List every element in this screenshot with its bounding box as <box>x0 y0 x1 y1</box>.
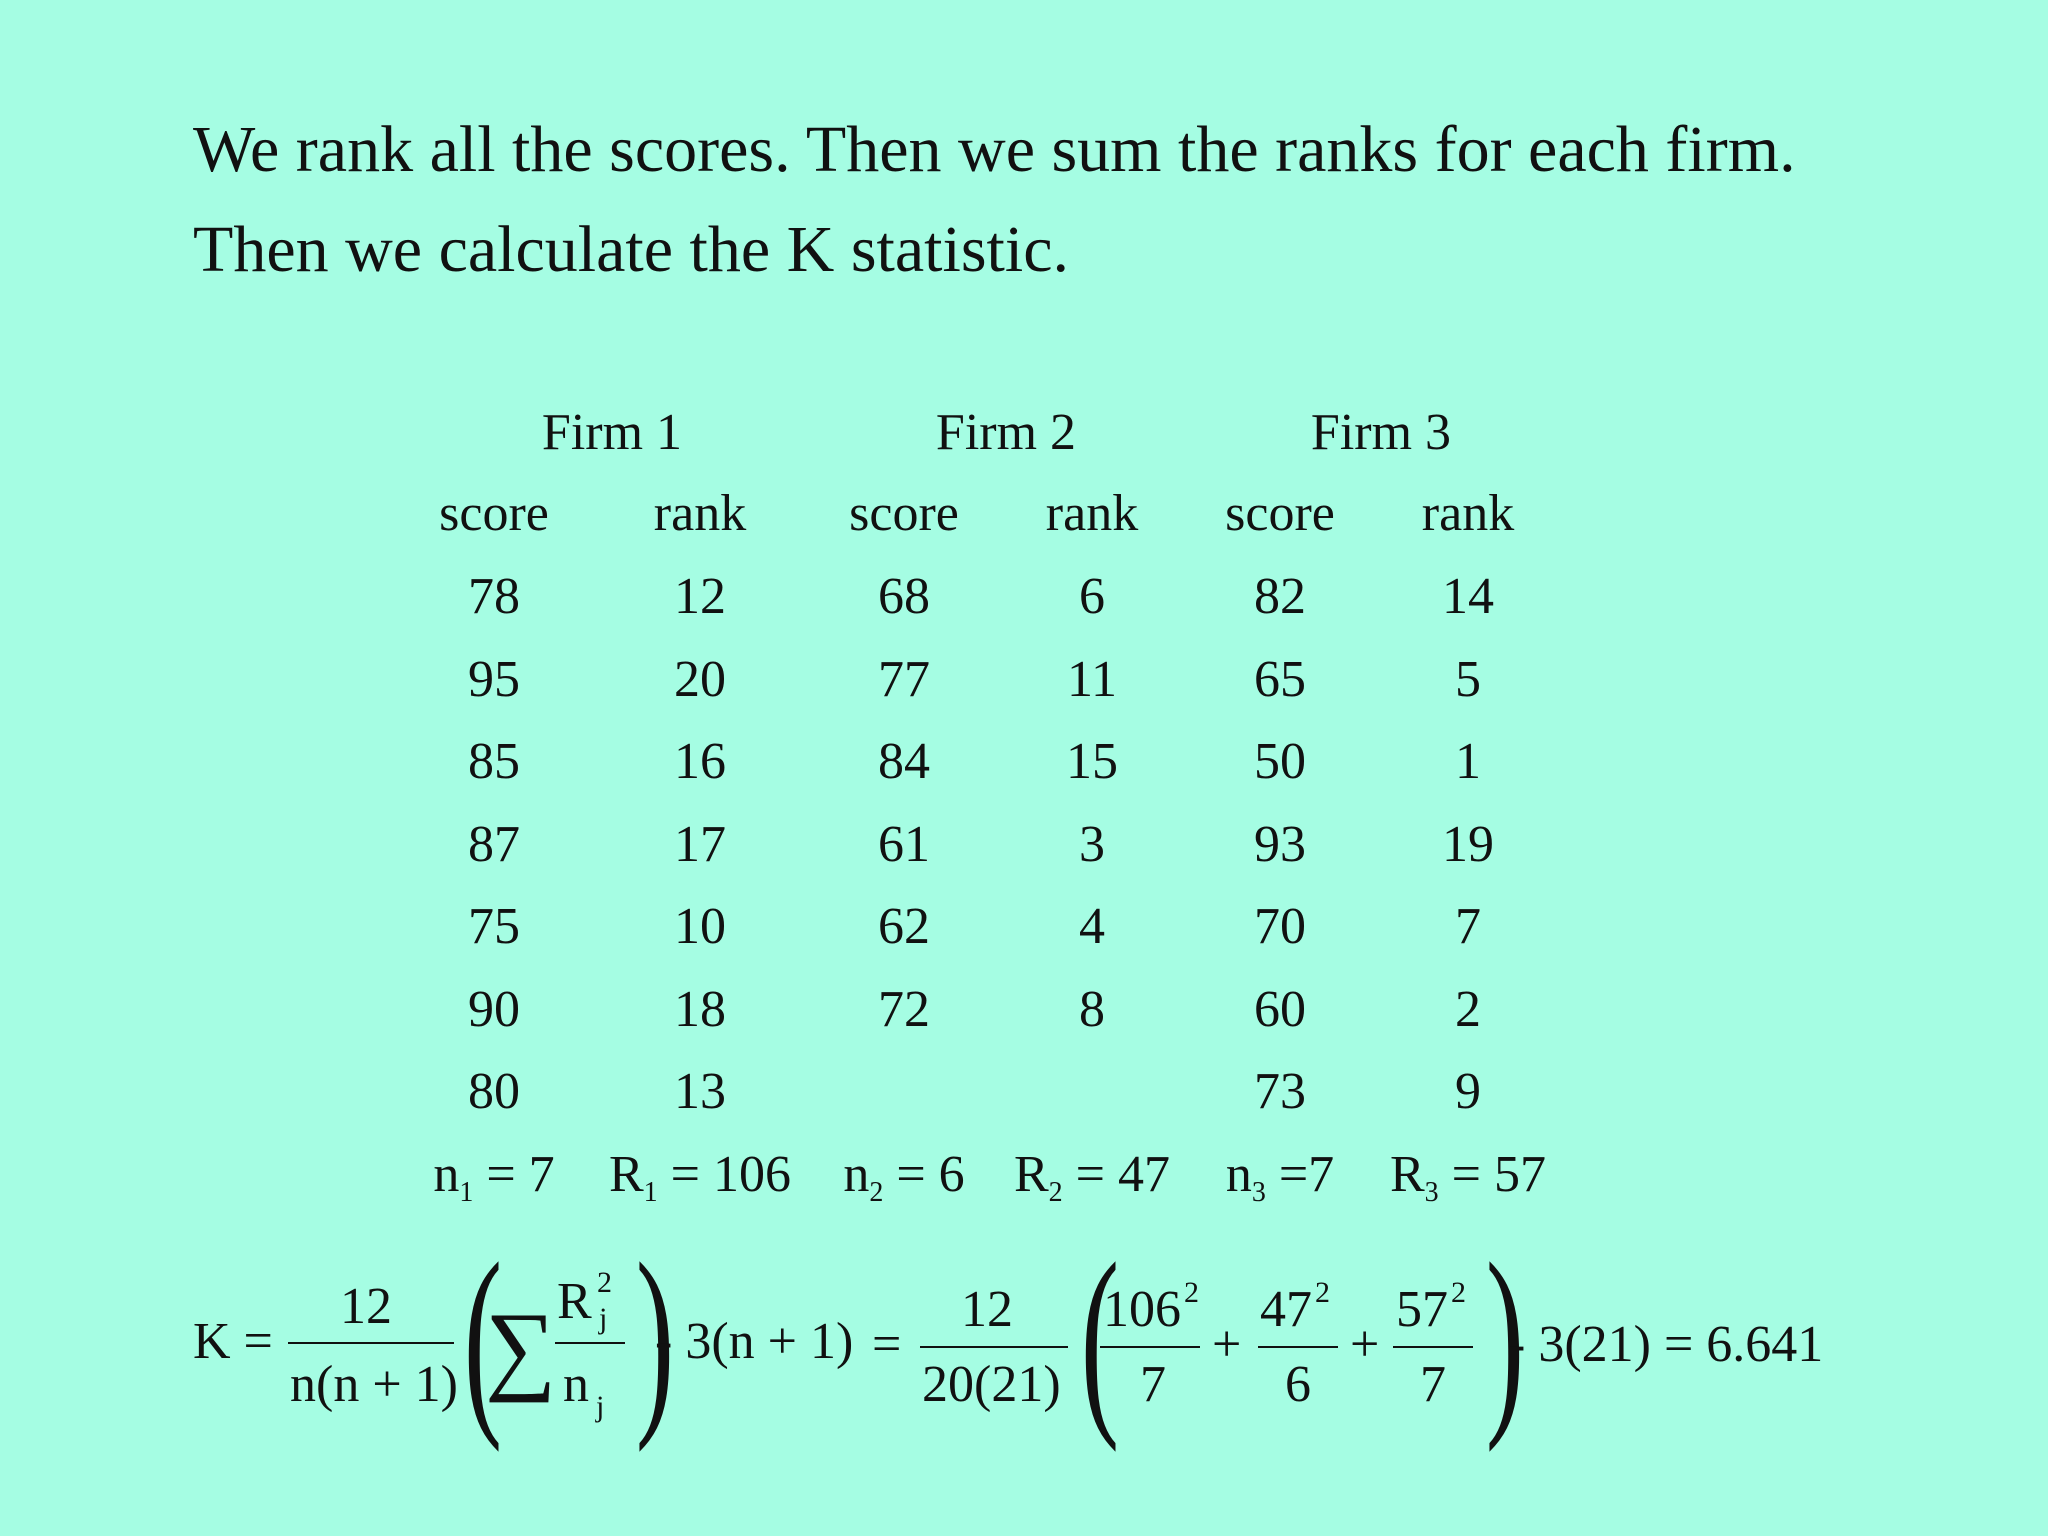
table-cell: 18 <box>674 980 726 1038</box>
summary-subscript: 1 <box>459 1177 474 1208</box>
summary-symbol: n <box>1225 1146 1252 1203</box>
term-1-bar <box>1100 1346 1200 1348</box>
table-cell: 14 <box>1442 568 1494 625</box>
term-3-denominator: 7 <box>1420 1356 1446 1413</box>
summary-symbol: R <box>1013 1146 1049 1203</box>
summary-subscript: 3 <box>1251 1177 1266 1208</box>
firm-header: Firm 1 <box>541 404 683 461</box>
table-cell: 15 <box>1066 733 1118 790</box>
term-2-superscript: 2 <box>1315 1276 1330 1309</box>
summary-symbol: R <box>608 1146 644 1203</box>
plus-sign-2: + <box>1350 1316 1380 1373</box>
result: - 3(21) = 6.641 <box>1508 1316 1824 1373</box>
summary-subscript: 1 <box>643 1177 658 1208</box>
term-1-superscript: 2 <box>1184 1276 1199 1309</box>
rj-subscript: j <box>599 1302 608 1335</box>
term-3-bar <box>1393 1346 1473 1348</box>
summary-symbol: n <box>843 1146 870 1203</box>
table-cell: 68 <box>878 568 930 625</box>
column-header: rank <box>1045 485 1139 542</box>
column-header: rank <box>1421 485 1515 542</box>
table-cell: 13 <box>674 1063 726 1120</box>
sigma-symbol: ∑ <box>485 1292 557 1403</box>
term-3-numerator: 57 <box>1396 1281 1448 1338</box>
table-cell: 80 <box>468 1063 520 1120</box>
table-cell: 10 <box>674 898 726 955</box>
nj-symbol: n <box>563 1356 589 1413</box>
summary-subscript: 3 <box>1424 1177 1439 1208</box>
rj-superscript: 2 <box>597 1266 612 1299</box>
plus-sign-1: + <box>1212 1316 1242 1373</box>
fraction-2-bar <box>920 1346 1068 1348</box>
summary-cell <box>590 1145 810 1223</box>
table-cell: 78 <box>468 568 520 625</box>
fraction-1-bar <box>288 1342 454 1344</box>
rj-symbol: R <box>557 1273 592 1330</box>
firm-header: Firm 3 <box>1310 404 1452 461</box>
intro-line-2: Then we calculate the K statistic. <box>193 213 1069 286</box>
right-paren-2: ) <box>1485 1221 1525 1453</box>
summary-cell <box>794 1145 1014 1223</box>
table-cell: 90 <box>468 980 520 1038</box>
table-cell: 85 <box>468 733 520 790</box>
summary-value: = 47 <box>1062 1146 1170 1203</box>
term-2-numerator: 47 <box>1260 1281 1312 1338</box>
term-3-superscript: 2 <box>1451 1276 1466 1309</box>
table-cell: 17 <box>674 815 726 873</box>
table-cell: 82 <box>1254 568 1306 625</box>
table-cell: 70 <box>1254 898 1306 955</box>
equals-sign: = <box>872 1316 902 1373</box>
intro-line-1: We rank all the scores. Then we sum the ranks for each firm. <box>193 113 1796 186</box>
summary-value: = 7 <box>473 1146 555 1203</box>
table-cell: 7 <box>1455 898 1481 955</box>
table-cell: 2 <box>1455 980 1481 1038</box>
table-cell: 62 <box>878 898 930 955</box>
table-cell: 77 <box>878 650 930 708</box>
table-cell: 65 <box>1254 650 1306 708</box>
summary-cell <box>384 1145 604 1223</box>
rj-fraction-bar <box>555 1342 625 1344</box>
table-cell: 9 <box>1455 1063 1481 1120</box>
minus-3-n-plus-1: - 3(n + 1) <box>655 1313 854 1370</box>
table-cell: 61 <box>878 815 930 873</box>
summary-symbol: n <box>433 1146 460 1203</box>
table-cell: 72 <box>878 980 930 1038</box>
table-cell: 6 <box>1079 568 1105 625</box>
table-cell: 84 <box>878 733 930 790</box>
column-header: rank <box>653 485 747 542</box>
table-cell: 20 <box>674 650 726 708</box>
fraction-2-denominator: 20(21) <box>922 1356 1061 1413</box>
table-cell: 12 <box>674 568 726 625</box>
term-2-bar <box>1258 1346 1338 1348</box>
summary-cell <box>1358 1145 1578 1223</box>
fraction-2-numerator: 12 <box>961 1281 1013 1338</box>
table-cell: 16 <box>674 733 726 790</box>
table-cell: 3 <box>1079 815 1105 873</box>
summary-value: = 106 <box>657 1146 791 1203</box>
firm-header: Firm 2 <box>935 404 1077 461</box>
table-cell: 87 <box>468 815 520 873</box>
table-cell: 93 <box>1254 815 1306 873</box>
column-header: score <box>849 485 959 542</box>
table-cell: 1 <box>1455 733 1481 790</box>
term-1-numerator: 106 <box>1103 1281 1181 1338</box>
k-equals: K = <box>193 1313 273 1370</box>
table-cell: 75 <box>468 898 520 955</box>
table-cell: 60 <box>1254 980 1306 1038</box>
table-cell: 5 <box>1455 650 1481 708</box>
table-cell: 95 <box>468 650 520 708</box>
summary-subscript: 2 <box>869 1177 884 1208</box>
summary-subscript: 2 <box>1048 1177 1063 1208</box>
intro-text <box>193 100 1796 300</box>
term-2-denominator: 6 <box>1285 1356 1311 1413</box>
fraction-1-numerator: 12 <box>340 1278 392 1335</box>
column-header: score <box>439 485 549 542</box>
right-paren-1: ) <box>635 1221 675 1453</box>
summary-value: =7 <box>1265 1146 1335 1203</box>
term-1-denominator: 7 <box>1140 1356 1166 1413</box>
left-paren-1: ( <box>463 1221 503 1453</box>
summary-cell <box>1170 1145 1390 1223</box>
fraction-1-denominator: n(n + 1) <box>290 1356 458 1413</box>
summary-symbol: R <box>1389 1146 1425 1203</box>
summary-value: = 57 <box>1438 1146 1546 1203</box>
table-cell: 73 <box>1254 1063 1306 1120</box>
column-header: score <box>1225 485 1335 542</box>
table-cell: 50 <box>1254 733 1306 790</box>
table-cell: 11 <box>1066 650 1118 708</box>
table-cell: 19 <box>1442 815 1494 873</box>
summary-value: = 6 <box>883 1146 965 1203</box>
table-cell: 8 <box>1079 980 1105 1038</box>
left-paren-2: ( <box>1080 1221 1120 1453</box>
table-cell: 4 <box>1079 898 1105 955</box>
nj-subscript: j <box>596 1390 605 1423</box>
summary-cell <box>982 1145 1202 1223</box>
